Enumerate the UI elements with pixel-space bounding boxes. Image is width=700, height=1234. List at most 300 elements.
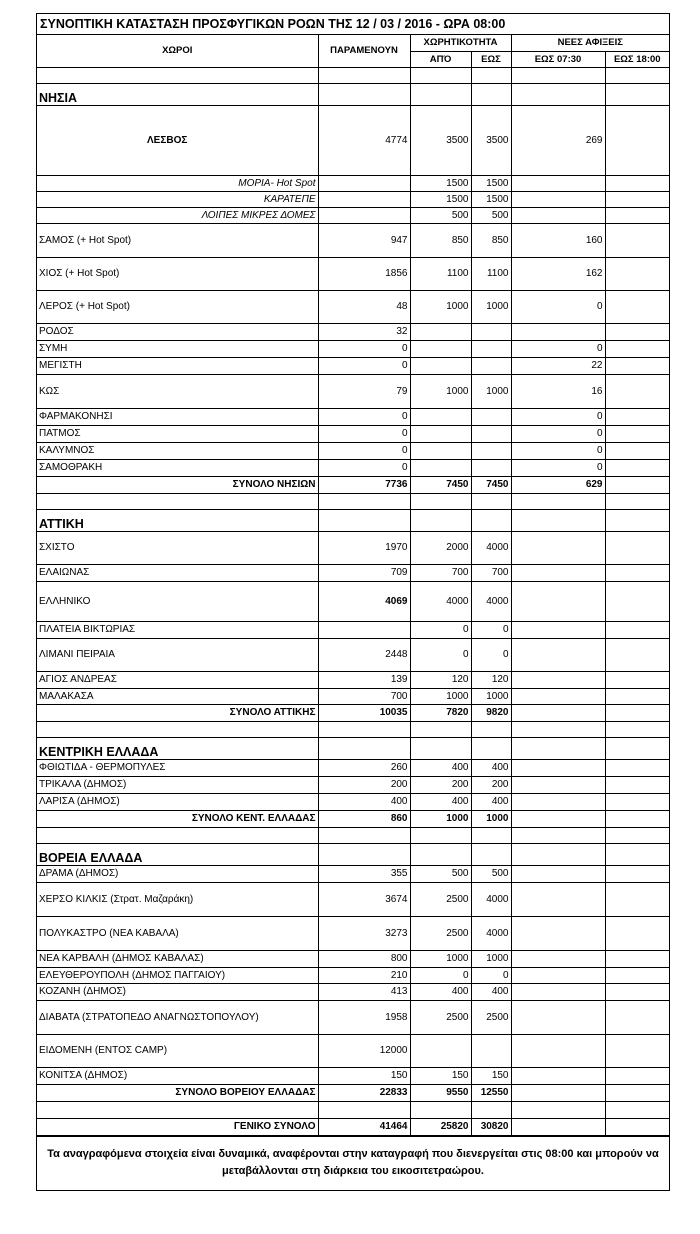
empty-cell <box>37 1101 318 1118</box>
empty-cell <box>511 509 605 531</box>
capacity-from-cell <box>410 323 471 340</box>
arrivals-1800-cell <box>605 916 669 950</box>
spacer-row <box>37 493 669 509</box>
place-label: ΦΘΙΩΤΙΔΑ - ΘΕΡΜΟΠΥΛΕΣ <box>37 759 318 776</box>
remaining-cell: 3674 <box>318 882 410 916</box>
capacity-from-cell <box>410 1034 471 1067</box>
arrivals-1800-cell <box>605 442 669 459</box>
header-until-0730: ΕΩΣ 07:30 <box>511 51 605 67</box>
sub-location-row <box>37 175 669 191</box>
empty-cell <box>471 1101 511 1118</box>
remaining-cell: 210 <box>318 967 410 983</box>
empty-cell <box>471 493 511 509</box>
place-label: ΜΑΛΑΚΑΣΑ <box>37 688 318 704</box>
remaining-cell: 0 <box>318 459 410 476</box>
section-header-row <box>37 843 669 865</box>
remaining-cell <box>318 191 410 207</box>
arrivals-1800-cell <box>605 207 669 223</box>
empty-cell <box>410 83 471 105</box>
capacity-to-cell: 3500 <box>471 105 511 175</box>
arrivals-1800-cell <box>605 374 669 408</box>
table-row <box>37 564 669 581</box>
arrivals-1800-cell <box>605 531 669 564</box>
place-label: ΕΛΑΙΩΝΑΣ <box>37 564 318 581</box>
capacity-from-cell <box>410 459 471 476</box>
arrivals-0730-cell <box>511 1000 605 1034</box>
capacity-from-cell: 200 <box>410 776 471 793</box>
table-row <box>37 793 669 810</box>
place-label: ΚΑΛΥΜΝΟΣ <box>37 442 318 459</box>
header-places: ΧΩΡΟΙ <box>37 35 318 67</box>
arrivals-1800-cell <box>605 1084 669 1101</box>
place-label: ΔΙΑΒΑΤΑ (ΣΤΡΑΤΟΠΕΔΟ ΑΝΑΓΝΩΣΤΟΠΟΥΛΟΥ) <box>37 1000 318 1034</box>
empty-cell <box>605 721 669 737</box>
empty-cell <box>511 1101 605 1118</box>
capacity-to-cell: 200 <box>471 776 511 793</box>
remaining-cell <box>318 621 410 638</box>
place-label: ΕΛΛΗΝΙΚΟ <box>37 581 318 621</box>
remaining-cell: 700 <box>318 688 410 704</box>
table-row <box>37 105 669 175</box>
capacity-to-cell: 0 <box>471 967 511 983</box>
empty-cell <box>605 1101 669 1118</box>
empty-cell <box>318 827 410 843</box>
empty-cell <box>471 737 511 759</box>
section-header-row <box>37 83 669 105</box>
section-header-row <box>37 737 669 759</box>
empty-cell <box>471 843 511 865</box>
arrivals-1800-cell <box>605 323 669 340</box>
capacity-to-cell: 1000 <box>471 290 511 323</box>
arrivals-0730-cell: 16 <box>511 374 605 408</box>
capacity-from-cell <box>410 340 471 357</box>
capacity-to-cell <box>471 459 511 476</box>
capacity-from-cell: 9550 <box>410 1084 471 1101</box>
report-sheet <box>36 13 670 1191</box>
place-label: ΠΛΑΤΕΙΑ ΒΙΚΤΩΡΙΑΣ <box>37 621 318 638</box>
empty-cell <box>511 721 605 737</box>
capacity-from-cell: 7820 <box>410 704 471 721</box>
remaining-cell <box>318 175 410 191</box>
capacity-to-cell: 30820 <box>471 1118 511 1135</box>
capacity-to-cell: 150 <box>471 1067 511 1084</box>
remaining-cell: 22833 <box>318 1084 410 1101</box>
header-capacity-to: ΕΩΣ <box>471 51 511 67</box>
total-row <box>37 704 669 721</box>
arrivals-0730-cell <box>511 207 605 223</box>
capacity-from-cell: 2000 <box>410 531 471 564</box>
remaining-cell: 0 <box>318 425 410 442</box>
arrivals-0730-cell <box>511 776 605 793</box>
arrivals-1800-cell <box>605 704 669 721</box>
table-row <box>37 442 669 459</box>
arrivals-1800-cell <box>605 1000 669 1034</box>
capacity-to-cell <box>471 425 511 442</box>
empty-cell <box>471 721 511 737</box>
arrivals-0730-cell <box>511 759 605 776</box>
arrivals-1800-cell <box>605 776 669 793</box>
total-row <box>37 476 669 493</box>
capacity-to-cell: 2500 <box>471 1000 511 1034</box>
empty-cell <box>511 83 605 105</box>
header-row-1 <box>37 35 669 51</box>
capacity-to-cell: 7450 <box>471 476 511 493</box>
place-label: ΧΕΡΣΟ ΚΙΛΚΙΣ (Στρατ. Μαζαράκη) <box>37 882 318 916</box>
arrivals-0730-cell: 0 <box>511 442 605 459</box>
arrivals-0730-cell: 0 <box>511 408 605 425</box>
capacity-to-cell: 1100 <box>471 257 511 290</box>
remaining-cell <box>318 207 410 223</box>
arrivals-0730-cell: 162 <box>511 257 605 290</box>
capacity-to-cell: 9820 <box>471 704 511 721</box>
place-label: ΣΧΙΣΤΟ <box>37 531 318 564</box>
empty-cell <box>318 1101 410 1118</box>
capacity-from-cell: 400 <box>410 793 471 810</box>
capacity-from-cell: 2500 <box>410 882 471 916</box>
arrivals-1800-cell <box>605 793 669 810</box>
arrivals-0730-cell <box>511 810 605 827</box>
section-title: ΒΟΡΕΙΑ ΕΛΛΑΔΑ <box>37 843 318 865</box>
arrivals-1800-cell <box>605 581 669 621</box>
sub-location-row <box>37 207 669 223</box>
arrivals-1800-cell <box>605 1067 669 1084</box>
capacity-from-cell: 500 <box>410 207 471 223</box>
capacity-to-cell <box>471 340 511 357</box>
arrivals-1800-cell <box>605 621 669 638</box>
remaining-cell: 0 <box>318 408 410 425</box>
capacity-to-cell: 1000 <box>471 688 511 704</box>
capacity-to-cell: 1500 <box>471 191 511 207</box>
place-label: ΜΕΓΙΣΤΗ <box>37 357 318 374</box>
empty-cell <box>605 737 669 759</box>
place-label: ΕΙΔΟΜΕΝΗ (ΕΝΤΟΣ CAMP) <box>37 1034 318 1067</box>
capacity-to-cell: 120 <box>471 671 511 688</box>
remaining-cell: 48 <box>318 290 410 323</box>
arrivals-1800-cell <box>605 967 669 983</box>
place-label: ΝΕΑ ΚΑΡΒΑΛΗ (ΔΗΜΟΣ ΚΑΒΑΛΑΣ) <box>37 950 318 967</box>
empty-cell <box>410 843 471 865</box>
place-label: ΜΟΡΙΑ- Hot Spot <box>37 175 318 191</box>
table-row <box>37 340 669 357</box>
section-title: ΝΗΣΙΑ <box>37 83 318 105</box>
arrivals-1800-cell <box>605 810 669 827</box>
remaining-cell: 800 <box>318 950 410 967</box>
remaining-cell: 413 <box>318 983 410 1000</box>
capacity-from-cell: 1000 <box>410 290 471 323</box>
remaining-cell: 7736 <box>318 476 410 493</box>
empty-cell <box>605 509 669 531</box>
arrivals-1800-cell <box>605 340 669 357</box>
arrivals-0730-cell: 0 <box>511 340 605 357</box>
remaining-cell: 860 <box>318 810 410 827</box>
header-new-arrivals: ΝΕΕΣ ΑΦΙΞΕΙΣ <box>511 35 669 51</box>
place-label: ΠΑΤΜΟΣ <box>37 425 318 442</box>
header-until-1800: ΕΩΣ 18:00 <box>605 51 669 67</box>
arrivals-0730-cell <box>511 191 605 207</box>
arrivals-0730-cell <box>511 967 605 983</box>
empty-cell <box>410 737 471 759</box>
section-header-row <box>37 509 669 531</box>
arrivals-0730-cell <box>511 882 605 916</box>
remaining-cell: 260 <box>318 759 410 776</box>
arrivals-1800-cell <box>605 638 669 671</box>
table-row <box>37 531 669 564</box>
capacity-from-cell: 0 <box>410 967 471 983</box>
arrivals-0730-cell <box>511 323 605 340</box>
remaining-cell: 41464 <box>318 1118 410 1135</box>
place-label: ΦΑΡΜΑΚΟΝΗΣΙ <box>37 408 318 425</box>
table-row <box>37 916 669 950</box>
place-label: ΓΕΝΙΚΟ ΣΥΝΟΛΟ <box>37 1118 318 1135</box>
remaining-cell: 4069 <box>318 581 410 621</box>
arrivals-0730-cell <box>511 916 605 950</box>
remaining-cell: 200 <box>318 776 410 793</box>
place-label: ΤΡΙΚΑΛΑ (ΔΗΜΟΣ) <box>37 776 318 793</box>
capacity-from-cell: 2500 <box>410 1000 471 1034</box>
capacity-to-cell: 1000 <box>471 374 511 408</box>
arrivals-1800-cell <box>605 865 669 882</box>
capacity-from-cell: 1000 <box>410 688 471 704</box>
capacity-from-cell: 700 <box>410 564 471 581</box>
arrivals-1800-cell <box>605 223 669 257</box>
capacity-to-cell: 4000 <box>471 531 511 564</box>
arrivals-0730-cell <box>511 688 605 704</box>
empty-cell <box>605 493 669 509</box>
arrivals-0730-cell: 0 <box>511 459 605 476</box>
arrivals-1800-cell <box>605 671 669 688</box>
header-capacity-from: ΑΠΌ <box>410 51 471 67</box>
place-label: ΣΥΝΟΛΟ ΑΤΤΙΚΗΣ <box>37 704 318 721</box>
capacity-from-cell: 150 <box>410 1067 471 1084</box>
table-row <box>37 1067 669 1084</box>
capacity-to-cell: 0 <box>471 621 511 638</box>
arrivals-0730-cell <box>511 865 605 882</box>
arrivals-0730-cell <box>511 638 605 671</box>
arrivals-1800-cell <box>605 564 669 581</box>
capacity-from-cell: 0 <box>410 638 471 671</box>
place-label: ΣΥΝΟΛΟ ΝΗΣΙΩΝ <box>37 476 318 493</box>
capacity-to-cell: 500 <box>471 207 511 223</box>
capacity-from-cell: 400 <box>410 983 471 1000</box>
arrivals-1800-cell <box>605 983 669 1000</box>
arrivals-0730-cell <box>511 581 605 621</box>
empty-cell <box>318 493 410 509</box>
remaining-cell: 10035 <box>318 704 410 721</box>
arrivals-0730-cell <box>511 175 605 191</box>
table-row <box>37 290 669 323</box>
capacity-to-cell: 400 <box>471 793 511 810</box>
capacity-from-cell: 25820 <box>410 1118 471 1135</box>
remaining-cell: 947 <box>318 223 410 257</box>
place-label: ΣΑΜΟΘΡΑΚΗ <box>37 459 318 476</box>
table-row <box>37 223 669 257</box>
arrivals-0730-cell <box>511 950 605 967</box>
arrivals-1800-cell <box>605 425 669 442</box>
table-row <box>37 865 669 882</box>
remaining-cell: 4774 <box>318 105 410 175</box>
arrivals-0730-cell: 0 <box>511 425 605 442</box>
total-row <box>37 810 669 827</box>
table-row <box>37 950 669 967</box>
arrivals-1800-cell <box>605 408 669 425</box>
capacity-to-cell: 4000 <box>471 916 511 950</box>
table-row <box>37 459 669 476</box>
table-row <box>37 357 669 374</box>
remaining-cell: 2448 <box>318 638 410 671</box>
empty-cell <box>37 67 318 83</box>
table-row <box>37 776 669 793</box>
capacity-from-cell: 7450 <box>410 476 471 493</box>
footnote: Τα αναγραφόμενα στοιχεία είναι δυναμικά, αναφέρονται στην καταγραφή που διενεργείται στις 08:00 και μπορούν να μεταβάλλονται στη διάρκεια του εικοσιτετραώρου. <box>37 1136 669 1190</box>
table-row <box>37 621 669 638</box>
empty-cell <box>318 737 410 759</box>
empty-cell <box>605 67 669 83</box>
capacity-to-cell: 850 <box>471 223 511 257</box>
arrivals-1800-cell <box>605 290 669 323</box>
capacity-to-cell <box>471 323 511 340</box>
capacity-from-cell <box>410 357 471 374</box>
place-label: ΛΑΡΙΣΑ (ΔΗΜΟΣ) <box>37 793 318 810</box>
empty-cell <box>318 83 410 105</box>
empty-cell <box>318 721 410 737</box>
table-row <box>37 688 669 704</box>
table-row <box>37 983 669 1000</box>
arrivals-0730-cell: 160 <box>511 223 605 257</box>
arrivals-0730-cell <box>511 621 605 638</box>
table-row <box>37 257 669 290</box>
empty-cell <box>511 843 605 865</box>
remaining-cell: 32 <box>318 323 410 340</box>
empty-cell <box>471 509 511 531</box>
empty-cell <box>511 827 605 843</box>
table-row <box>37 967 669 983</box>
remaining-cell: 709 <box>318 564 410 581</box>
capacity-to-cell: 12550 <box>471 1084 511 1101</box>
place-label: ΠΟΛΥΚΑΣΤΡΟ (ΝΕΑ ΚΑΒΑΛΑ) <box>37 916 318 950</box>
empty-cell <box>511 493 605 509</box>
report-title: ΣΥΝΟΠΤΙΚΗ ΚΑΤΑΣΤΑΣΗ ΠΡΟΣΦΥΓΙΚΩΝ ΡΟΩΝ ΤΗΣ 12 / 03 / 2016 - ΩΡΑ 08:00 <box>37 14 669 35</box>
remaining-cell: 1958 <box>318 1000 410 1034</box>
arrivals-0730-cell <box>511 1118 605 1135</box>
arrivals-1800-cell <box>605 105 669 175</box>
empty-cell <box>471 67 511 83</box>
capacity-from-cell: 1100 <box>410 257 471 290</box>
place-label: ΔΡΑΜΑ (ΔΗΜΟΣ) <box>37 865 318 882</box>
capacity-to-cell <box>471 357 511 374</box>
table-row <box>37 638 669 671</box>
capacity-from-cell: 1500 <box>410 191 471 207</box>
table-row <box>37 1000 669 1034</box>
remaining-cell: 139 <box>318 671 410 688</box>
arrivals-1800-cell <box>605 1118 669 1135</box>
capacity-to-cell: 4000 <box>471 882 511 916</box>
arrivals-0730-cell: 629 <box>511 476 605 493</box>
arrivals-0730-cell <box>511 1034 605 1067</box>
place-label: ΡΟΔΟΣ <box>37 323 318 340</box>
capacity-from-cell: 500 <box>410 865 471 882</box>
refugee-flows-table <box>37 35 669 1136</box>
arrivals-0730-cell <box>511 983 605 1000</box>
header-capacity: ΧΩΡΗΤΙΚΟΤΗΤΑ <box>410 35 511 51</box>
table-row <box>37 374 669 408</box>
spacer-row <box>37 827 669 843</box>
capacity-from-cell: 1500 <box>410 175 471 191</box>
arrivals-1800-cell <box>605 759 669 776</box>
capacity-from-cell: 3500 <box>410 105 471 175</box>
arrivals-1800-cell <box>605 882 669 916</box>
empty-cell <box>605 827 669 843</box>
place-label: ΚΟΖΑΝΗ (ΔΗΜΟΣ) <box>37 983 318 1000</box>
arrivals-1800-cell <box>605 357 669 374</box>
place-label: ΚΟΝΙΤΣΑ (ΔΗΜΟΣ) <box>37 1067 318 1084</box>
spacer-row <box>37 721 669 737</box>
table-row <box>37 671 669 688</box>
remaining-cell: 0 <box>318 357 410 374</box>
capacity-to-cell <box>471 408 511 425</box>
arrivals-0730-cell <box>511 793 605 810</box>
arrivals-0730-cell <box>511 1067 605 1084</box>
capacity-from-cell: 1000 <box>410 810 471 827</box>
capacity-from-cell <box>410 425 471 442</box>
empty-cell <box>318 67 410 83</box>
capacity-to-cell: 1000 <box>471 810 511 827</box>
capacity-to-cell: 400 <box>471 983 511 1000</box>
total-row <box>37 1084 669 1101</box>
empty-cell <box>511 737 605 759</box>
capacity-to-cell: 1000 <box>471 950 511 967</box>
arrivals-1800-cell <box>605 191 669 207</box>
arrivals-0730-cell <box>511 1084 605 1101</box>
spacer-row <box>37 1101 669 1118</box>
arrivals-0730-cell <box>511 671 605 688</box>
place-label: ΑΓΙΟΣ ΑΝΔΡΕΑΣ <box>37 671 318 688</box>
spacer-row <box>37 67 669 83</box>
remaining-cell: 79 <box>318 374 410 408</box>
section-title: ΚΕΝΤΡΙΚΗ ΕΛΛΑΔΑ <box>37 737 318 759</box>
table-row <box>37 408 669 425</box>
remaining-cell: 3273 <box>318 916 410 950</box>
capacity-to-cell <box>471 442 511 459</box>
capacity-to-cell <box>471 1034 511 1067</box>
empty-cell <box>410 721 471 737</box>
sub-location-row <box>37 191 669 207</box>
empty-cell <box>410 1101 471 1118</box>
table-row <box>37 759 669 776</box>
place-label: ΣΥΝΟΛΟ ΒΟΡΕΙΟΥ ΕΛΛΑΔΑΣ <box>37 1084 318 1101</box>
arrivals-1800-cell <box>605 1034 669 1067</box>
empty-cell <box>511 67 605 83</box>
place-label: ΛΟΙΠΕΣ ΜΙΚΡΕΣ ΔΟΜΕΣ <box>37 207 318 223</box>
capacity-to-cell: 1500 <box>471 175 511 191</box>
capacity-to-cell: 4000 <box>471 581 511 621</box>
arrivals-1800-cell <box>605 476 669 493</box>
capacity-from-cell: 0 <box>410 621 471 638</box>
remaining-cell: 0 <box>318 442 410 459</box>
capacity-from-cell: 850 <box>410 223 471 257</box>
place-label: ΚΩΣ <box>37 374 318 408</box>
place-label: ΚΑΡΑΤΕΠΕ <box>37 191 318 207</box>
capacity-to-cell: 700 <box>471 564 511 581</box>
section-title: ΑΤΤΙΚΗ <box>37 509 318 531</box>
empty-cell <box>410 509 471 531</box>
header-remaining: ΠΑΡΑΜΕΝΟΥΝ <box>318 35 410 67</box>
empty-cell <box>410 67 471 83</box>
total-row <box>37 1118 669 1135</box>
arrivals-0730-cell <box>511 564 605 581</box>
empty-cell <box>37 493 318 509</box>
capacity-from-cell: 1000 <box>410 950 471 967</box>
remaining-cell: 150 <box>318 1067 410 1084</box>
